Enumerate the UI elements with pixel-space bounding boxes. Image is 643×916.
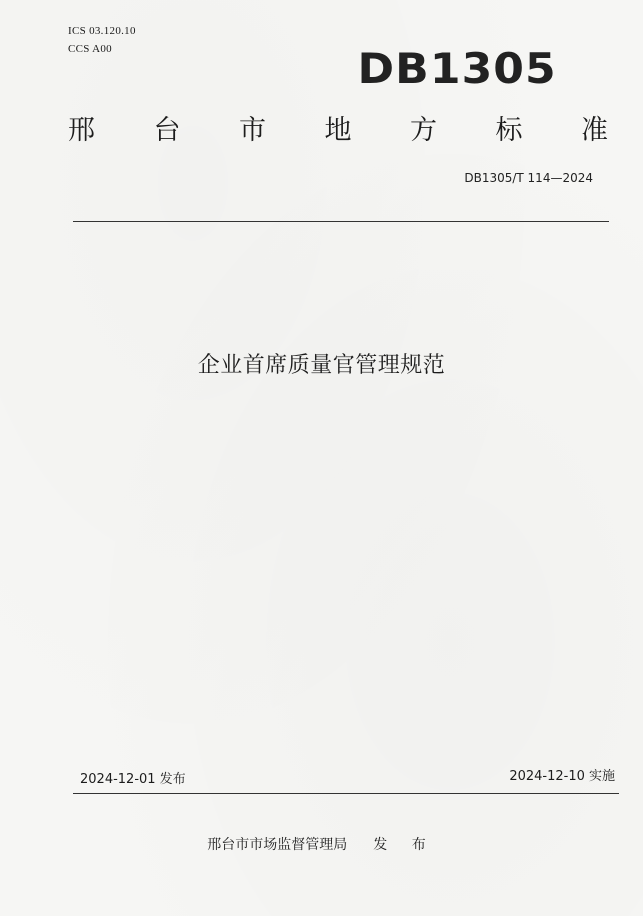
issuer-action: 发 布 (373, 837, 436, 853)
document-title: 企业首席质量官管理规范 (197, 353, 446, 378)
standard-type-heading (68, 113, 608, 149)
top-divider (73, 221, 609, 222)
issuer-line (0, 835, 643, 855)
ccs-code: CCS A00 (68, 43, 112, 55)
standard-type-char: 邢 (68, 115, 95, 146)
standard-type-char: 地 (324, 115, 352, 146)
standard-type-char: 准 (581, 115, 608, 146)
standard-type-char: 台 (153, 115, 181, 146)
standard-type-char: 市 (239, 115, 266, 146)
bottom-divider (73, 793, 619, 794)
implementation-date: 2024-12-10 实施 (509, 769, 615, 784)
standard-type-char: 标 (495, 115, 523, 146)
issue-date: 2024-12-01 发布 (80, 772, 186, 787)
ics-code: ICS 03.120.10 (68, 25, 136, 37)
standard-type-char: 方 (410, 115, 437, 146)
db-code-logo: DB1305 (357, 44, 557, 93)
issuer-name: 邢台市市场监督管理局 (207, 837, 348, 853)
standard-number: DB1305/T 114—2024 (464, 171, 593, 185)
